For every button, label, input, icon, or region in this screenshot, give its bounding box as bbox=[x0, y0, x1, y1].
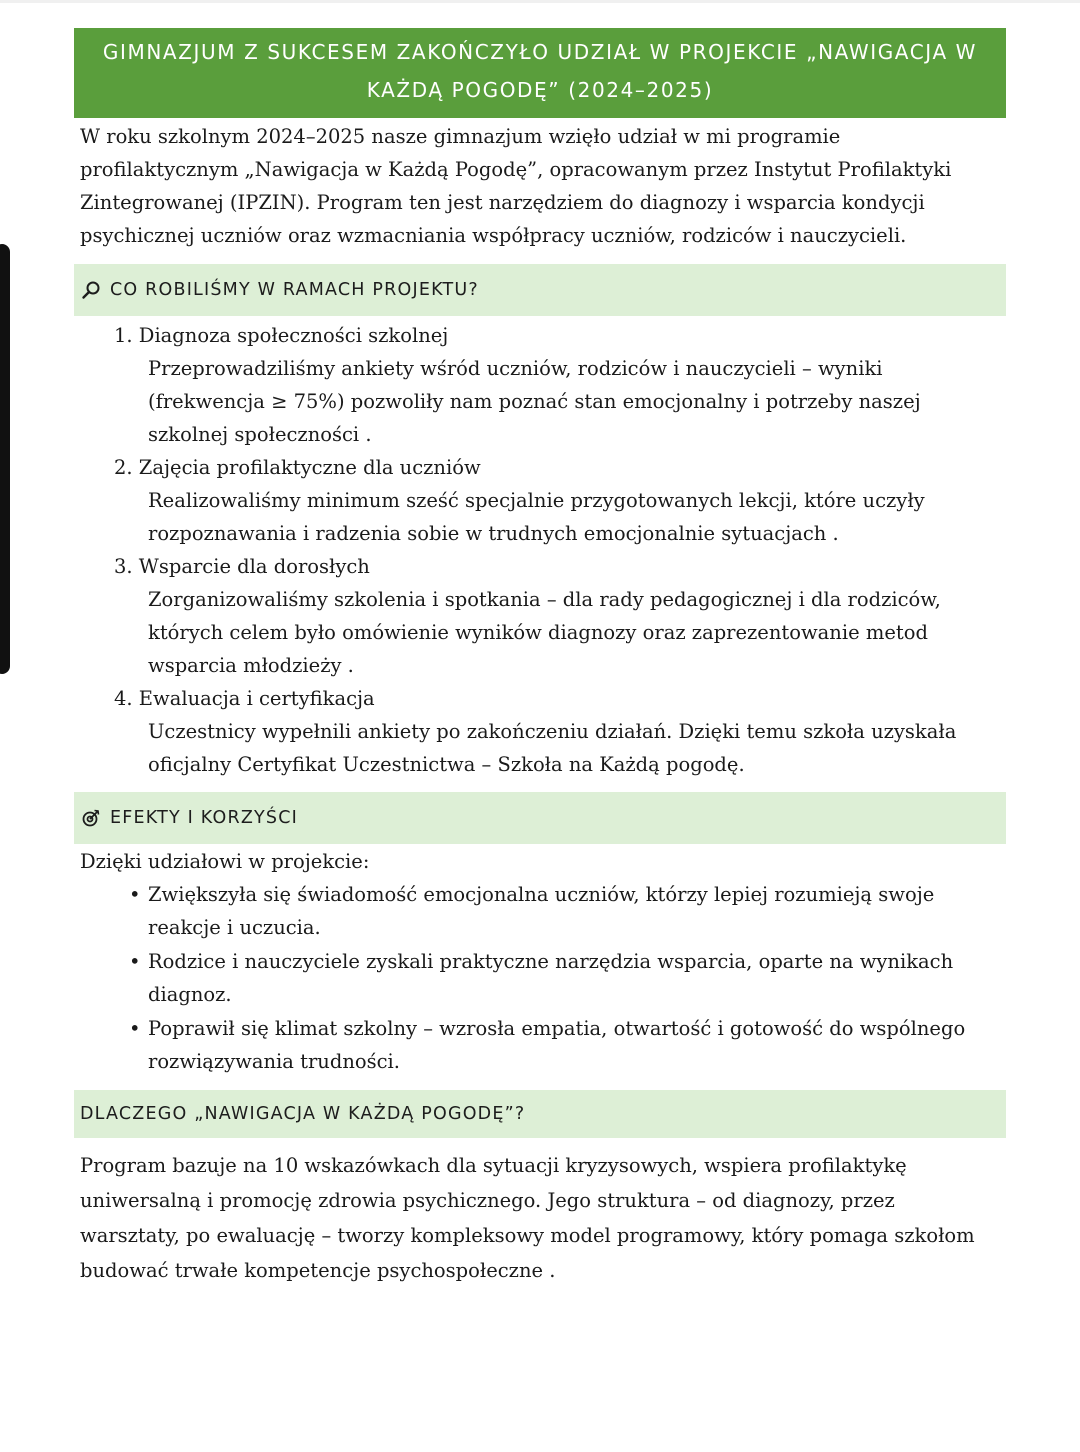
title-line-1: GIMNAZJUM Z SUKCESEM ZAKOŃCZYŁO UDZIAŁ W PROJEKCIE „NAWIGACJA W bbox=[102, 40, 978, 64]
list-item bbox=[74, 682, 1006, 781]
section-header-effects bbox=[74, 792, 1006, 844]
list-item bbox=[74, 945, 1006, 1011]
list-item bbox=[74, 1012, 1006, 1078]
step-body: Realizowaliśmy minimum sześć specjalnie przygotowanych lekcji, które uczyły rozpoznawania i radzenia sobie w trudnych emocjonalnie sytuacjach . bbox=[148, 489, 925, 545]
document-page bbox=[74, 28, 1006, 1288]
step-title: 3. Wsparcie dla dorosłych bbox=[114, 555, 370, 578]
step-body: Zorganizowaliśmy szkolenia i spotkania – dla rady pedagogicznej i dla rodziców, których celem było omówienie wyników diagnozy oraz zaprezentowanie metod wsparcia młodzieży . bbox=[148, 588, 941, 677]
effects-lead: Dzięki udziałowi w projekcie: bbox=[80, 850, 370, 873]
step-title: 1. Diagnoza społeczności szkolnej bbox=[114, 324, 449, 347]
bullet-dot: • bbox=[129, 1017, 141, 1040]
bullet-text: Poprawił się klimat szkolny – wzrosła empatia, otwartość i gotowość do wspólnego rozwiązywania trudności. bbox=[148, 1017, 966, 1073]
section-title-why: DLACZEGO „NAWIGACJA W KAŻDĄ POGODĘ”? bbox=[80, 1104, 526, 1124]
section-header-why bbox=[74, 1090, 1006, 1138]
section-title-activities: CO ROBILIŚMY W RAMACH PROJEKTU? bbox=[110, 280, 479, 300]
magnifier-icon bbox=[80, 279, 102, 301]
step-title: 4. Ewaluacja i certyfikacja bbox=[114, 687, 375, 710]
list-item bbox=[74, 451, 1006, 550]
intro-paragraph: W roku szkolnym 2024–2025 nasze gimnazjum wzięło udział w mi programie profilaktycznym „Nawigacja w Każdą Pogodę”, opracowanym przez Instytut Profilaktyki Zintegrowanej (IPZIN). Program ten jest narzędziem do diagnozy i wsparcia kondycji psychicznej uczniów oraz wzmacniania współpracy uczniów, rodziców i nauczycieli. bbox=[80, 125, 952, 247]
why-paragraph: Program bazuje na 10 wskazówkach dla sytuacji kryzysowych, wspiera profilaktykę uniwersalną i promocję zdrowia psychicznego. Jego struktura – od diagnozy, przez warsztaty, po ewaluację – tworzy kompleksowy model programowy, który pomaga szkołom budować trwałe kompetencje psychospołeczne . bbox=[80, 1154, 975, 1282]
bullet-dot: • bbox=[129, 950, 141, 973]
list-item bbox=[74, 319, 1006, 451]
effects-list bbox=[74, 878, 1006, 1078]
section-title-effects: EFEKTY I KORZYŚCI bbox=[110, 808, 298, 828]
step-body: Uczestnicy wypełnili ankiety po zakończeniu działań. Dzięki temu szkoła uzyskała oficjalny Certyfikat Uczestnictwa – Szkoła na Każdą pogodę. bbox=[148, 720, 957, 776]
bullet-text: Rodzice i nauczyciele zyskali praktyczne narzędzia wsparcia, oparte na wynikach diagnoz. bbox=[148, 950, 954, 1006]
section-header-activities bbox=[74, 264, 1006, 316]
step-title: 2. Zajęcia profilaktyczne dla uczniów bbox=[114, 456, 481, 479]
title-line-2: KAŻDĄ POGODĘ” (2024–2025) bbox=[366, 78, 714, 102]
activities-list bbox=[74, 319, 1006, 781]
target-arrow-icon bbox=[80, 807, 102, 829]
list-item bbox=[74, 878, 1006, 944]
screen-edge-handle[interactable] bbox=[0, 244, 10, 674]
title-banner bbox=[74, 28, 1006, 118]
step-body: Przeprowadziliśmy ankiety wśród uczniów, rodziców i nauczycieli – wyniki (frekwencja ≥ 75%) pozwoliły nam poznać stan emocjonalny i potrzeby naszej szkolnej społeczności . bbox=[148, 357, 921, 446]
bullet-text: Zwiększyła się świadomość emocjonalna uczniów, którzy lepiej rozumieją swoje reakcje i uczucia. bbox=[148, 883, 935, 939]
list-item bbox=[74, 550, 1006, 682]
bullet-dot: • bbox=[129, 883, 141, 906]
top-rule bbox=[0, 0, 1080, 3]
